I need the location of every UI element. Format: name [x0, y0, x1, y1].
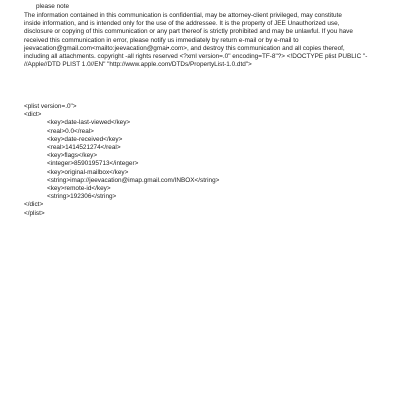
dict-open-tag: <dict>: [24, 111, 42, 119]
plist-entry-line: <key>date-last-viewed</key>: [47, 119, 131, 127]
note-heading: please note: [36, 3, 70, 10]
disclaimer-line: including all attachments. copyright -all rights reserved <?xml version=.0" encoding=TF-8"?> <!DOCTYPE plist PUBLIC "-: [24, 53, 368, 61]
dict-close-tag: </dict>: [24, 201, 44, 209]
plist-entry-line: <key>remote-id</key>: [47, 185, 111, 193]
plist-entry-line: <real>1414521274</real>: [47, 144, 121, 152]
plist-entry-line: <integer>8590195713</integer>: [47, 160, 139, 168]
plist-entry-line: <string>192306</string>: [47, 193, 117, 201]
plist-entry-line: <key>date-received</key>: [47, 135, 123, 143]
plist-code-block: [24, 103, 219, 218]
disclaimer-line: //Apple//DTD PLIST 1.0//EN" "http://www.apple.com/DTDs/PropertyList-1.0.dtd">: [24, 61, 252, 69]
disclaimer-line: The information contained in this communication is confidential, may be attorney-client privileged, may constitute: [24, 12, 342, 19]
disclaimer-line: disclosure or copying of this communication or any part thereof is strictly prohibited and may be unlawful. If you have: [24, 28, 353, 36]
confidentiality-disclaimer: [24, 12, 374, 69]
plist-entry-line: <key>original-mailbox</key>: [47, 168, 129, 176]
plist-entry-line: <key>flags</key>: [47, 152, 98, 160]
disclaimer-line: jeevacation@gmail.com<mailto:jeevacation@gmai•.com>, and destroy this communication and all copies thereof,: [24, 44, 345, 52]
plist-close-tag: </plist>: [24, 209, 45, 217]
plist-entry-line: <real>0.0</real>: [47, 127, 94, 135]
plist-entry-line: <string>imap://jeevacation@imap.gmail.com/INBOX</string>: [47, 176, 220, 184]
plist-open-tag: <plist version=.0">: [24, 103, 77, 110]
disclaimer-line: inside information, and is intended only for the use of the addressee. It is the property of JEE Unauthorized use,: [24, 20, 340, 28]
disclaimer-line: received this communication in error, please notify us immediately by return e-mail or by e-mail to: [24, 36, 299, 44]
